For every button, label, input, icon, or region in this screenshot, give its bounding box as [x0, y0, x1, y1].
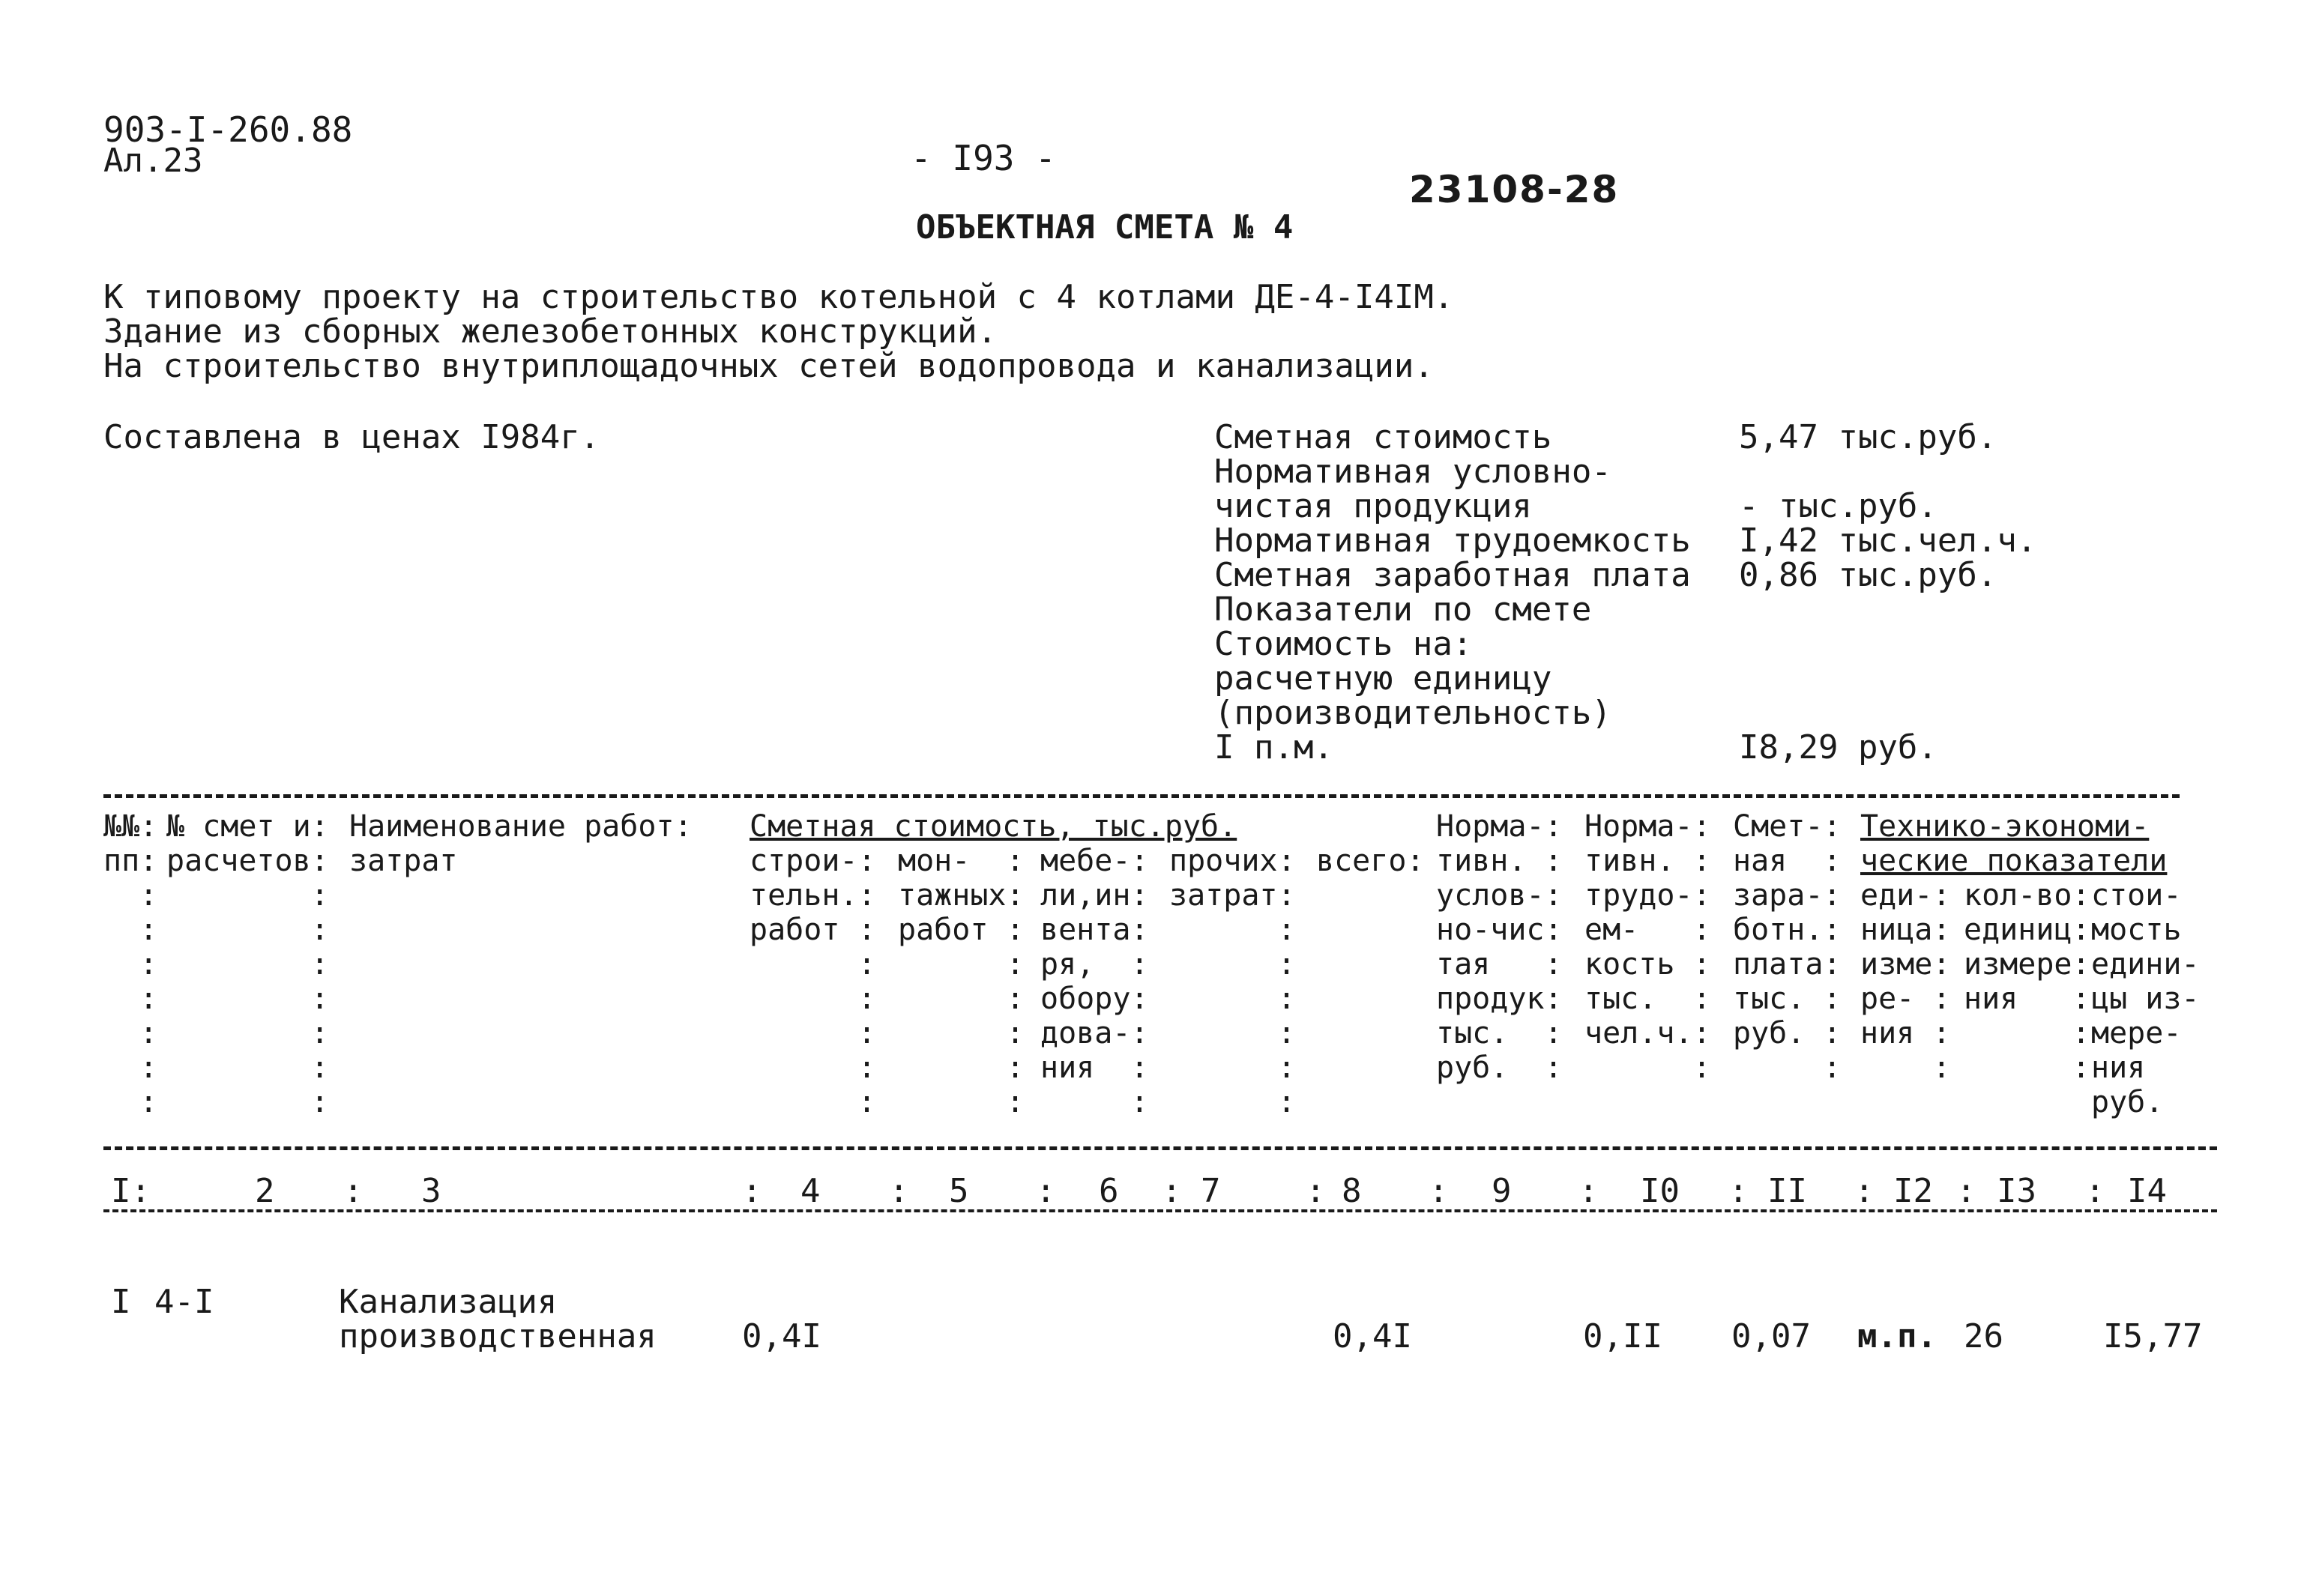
row-unit-cost: I5,77 [2103, 1317, 2203, 1355]
summary-row [1214, 728, 2114, 767]
column-number: 7 [1201, 1172, 1221, 1210]
header-col-5: мон- : тажных: работ : : : : : : [898, 844, 1025, 1119]
row-unit: м.п. [1857, 1317, 1937, 1355]
summary-value: I8,29 руб. [1739, 728, 1937, 767]
summary-row [1214, 522, 2114, 560]
column-number: I4 [2127, 1172, 2167, 1210]
header-cost-group: Сметная стоимость, тыс.руб. [750, 809, 1237, 844]
summary-label: чистая продукция [1214, 487, 1532, 525]
header-col-11: Смет-: ная : зара-: ботн.: плата: тыс. : руб. : : [1733, 809, 1842, 1085]
column-number: : [1306, 1172, 1326, 1210]
summary-value: - тыс.руб. [1739, 487, 1937, 525]
table-top-rule [103, 794, 2180, 798]
summary-label: (производительность) [1214, 694, 1611, 732]
prices-note: Составлена в ценах I984г. [103, 418, 600, 456]
summary-label: Сметная стоимость [1214, 418, 1552, 456]
summary-row [1214, 625, 2114, 663]
column-number: 5 [949, 1172, 969, 1210]
column-number: 4 [800, 1172, 821, 1210]
column-number: : [1162, 1172, 1182, 1210]
column-number: : [343, 1172, 364, 1210]
summary-row [1214, 694, 2114, 732]
summary-row [1214, 590, 2114, 629]
column-number: I3 [1997, 1172, 2036, 1210]
column-number: : [1429, 1172, 1449, 1210]
album-number: Ал.23 [103, 142, 203, 180]
summary-row [1214, 418, 2114, 456]
row-labor: 0,II [1583, 1317, 1662, 1355]
summary-label: Нормативная трудоемкость [1214, 522, 1691, 560]
summary-label: Нормативная условно- [1214, 453, 1611, 491]
column-number: 6 [1099, 1172, 1119, 1210]
row-number: I [111, 1283, 131, 1321]
column-number: 3 [421, 1172, 441, 1210]
column-number: : [1854, 1172, 1875, 1210]
row-estimate: 4-I [154, 1283, 214, 1321]
row-quantity: 26 [1964, 1317, 2003, 1355]
header-col-1: №№: пп: : : : : : : : [103, 809, 158, 1119]
column-number: 8 [1342, 1172, 1362, 1210]
header-bottom-rule [103, 1146, 2217, 1150]
row-name-line2: производственная [339, 1317, 657, 1355]
column-number: II [1767, 1172, 1807, 1210]
description-line: К типовому проекту на строительство котельной с 4 котлами ДЕ-4-I4IM. [103, 278, 1454, 316]
summary-label: I п.м. [1214, 728, 1333, 767]
document-title: ОБЪЕКТНАЯ СМЕТА № 4 [916, 208, 1294, 247]
column-number: I2 [1893, 1172, 1933, 1210]
handwritten-stamp: 23108-28 [1409, 168, 1620, 211]
summary-row [1214, 659, 2114, 698]
row-total-cost: 0,4I [1333, 1317, 1412, 1355]
document-number: 903-I-260.88 [103, 109, 353, 150]
column-number: : [1728, 1172, 1749, 1210]
header-col-7: прочих: затрат: : : : : : : [1169, 844, 1296, 1119]
row-name-line1: Канализация [339, 1283, 558, 1321]
header-col-2: № смет и: расчетов: : : : : : : : [166, 809, 329, 1119]
summary-label: Стоимость на: [1214, 625, 1473, 663]
column-number: : [1956, 1172, 1976, 1210]
summary-label: расчетную единицу [1214, 659, 1552, 698]
page-number: - I93 - [911, 138, 1056, 178]
summary-block [1214, 418, 2144, 770]
summary-value: 5,47 тыс.руб. [1739, 418, 1997, 456]
row-construction-cost: 0,4I [742, 1317, 821, 1355]
header-col-9: Норма-: тивн. : услов-: но-чис: тая : продук: тыс. : руб. : [1436, 809, 1563, 1085]
description-line: На строительство внутриплощадочных сетей водопровода и канализации. [103, 347, 1434, 385]
row-wages: 0,07 [1731, 1317, 1811, 1355]
column-number: : [2085, 1172, 2105, 1210]
column-number: : [742, 1172, 762, 1210]
summary-row [1214, 453, 2114, 491]
header-col-14: стои- мость едини- цы из- мере- ния руб. [2091, 878, 2200, 1119]
summary-row [1214, 487, 2114, 525]
header-col-6: мебе-: ли,ин: вента: ря, : обору: дова-: ния : : [1040, 844, 1149, 1119]
description-line: Здание из сборных железобетонных конструкций. [103, 312, 998, 351]
header-col-3: Наименование работ: затрат [349, 809, 693, 878]
column-number: : [889, 1172, 909, 1210]
header-col-8: всего: [1316, 844, 1425, 878]
header-col-13: кол-во: единиц: измере: ния : : : [1964, 878, 2090, 1085]
header-col-4: строи-: тельн.: работ : : : : : : [750, 844, 876, 1119]
summary-label: Сметная заработная плата [1214, 556, 1691, 594]
column-numbers-underline [103, 1209, 2217, 1212]
header-col-10: Норма-: тивн. : трудо-: ем- : кость : тыс. : чел.ч.: : [1584, 809, 1711, 1085]
column-number: I: [111, 1172, 151, 1210]
column-number: 9 [1492, 1172, 1512, 1210]
header-tep-group: Технико-экономи- ческие показатели [1860, 809, 2168, 878]
column-number: I0 [1640, 1172, 1680, 1210]
summary-value: 0,86 тыс.руб. [1739, 556, 1997, 594]
summary-label: Показатели по смете [1214, 590, 1592, 629]
column-number: 2 [255, 1172, 275, 1210]
column-number: : [1036, 1172, 1056, 1210]
summary-row [1214, 556, 2114, 594]
summary-value: I,42 тыс.чел.ч. [1739, 522, 2037, 560]
header-col-12: еди-: ница: изме: ре- : ния : : [1860, 878, 1951, 1085]
column-number: : [1578, 1172, 1599, 1210]
